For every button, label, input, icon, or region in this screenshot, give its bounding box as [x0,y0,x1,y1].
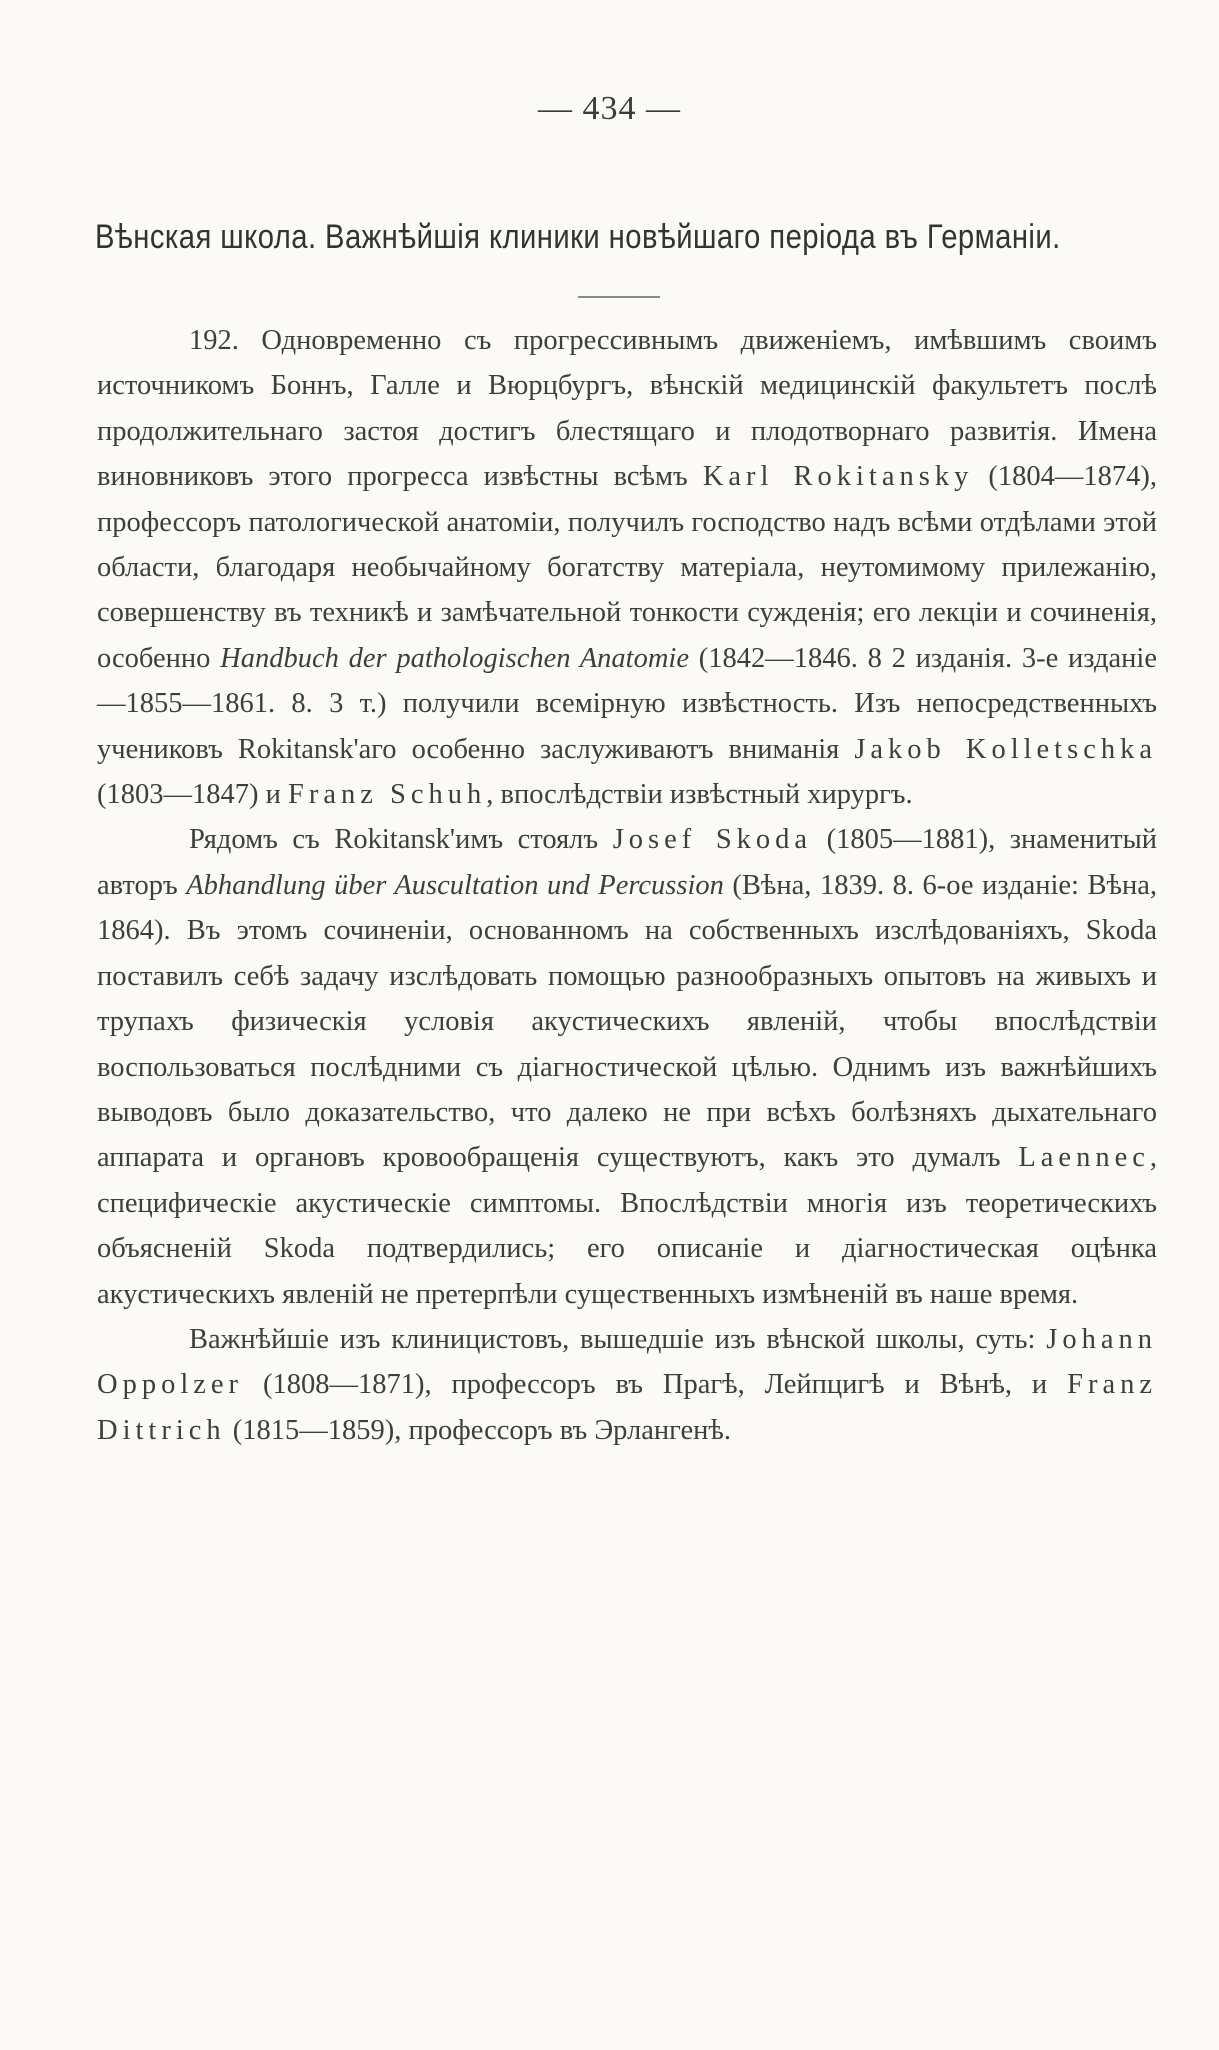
paragraph-192 [97,318,1157,817]
text-run: Рядомъ съ Rokitansk'имъ стоялъ [189,824,613,856]
name-schuh: Franz Schuh [287,779,487,811]
paragraph-skoda [97,817,1157,1316]
text-run: (1842—1846. 8 2 изданія. 3-е изданіе—1855—1861. 8. 3 т.) получили всемірную извѣстность. Изъ непосредственныхъ учениковъ Rokitansk'аго особенно заслуживаютъ вниманія [97,642,1157,765]
name-kolletschka: Jakob Kolletschka [854,733,1157,765]
body-text [97,318,1157,1453]
name-skoda: Josef Skoda [612,824,813,856]
text-run: (1815—1859), профессоръ въ Эрлангенѣ. [225,1414,731,1446]
name-oppolzer: Johann Oppolzer [97,1323,1157,1401]
text-run: (1808—1871), профессоръ въ Прагѣ, Лейпцигѣ и Вѣнѣ, и [243,1369,1068,1401]
text-run: (1805—1881), знаменитый авторъ [97,824,1157,901]
paragraph-clinicians [97,1317,1157,1453]
title-handbuch: Handbuch der pathologischen Anatomie [220,642,689,674]
title-divider [578,296,660,298]
section-title: Вѣнская школа. Важнѣйшія клиники новѣйшаго періода въ Германіи. [95,218,1061,256]
text-run: (1803—1847) и [97,779,288,811]
page-number: — 434 — [538,90,681,127]
text-run: 192. Одновременно съ прогрессивнымъ движеніемъ, имѣвшимъ своимъ источникомъ Боннъ, Галле и Вюрцбургъ, вѣнскій медицинскій факультетъ послѣ продолжительнаго застоя достигъ блестящаго и плодотворнаго развитія. Имена виновниковъ этого прогресса извѣстны всѣмъ [97,325,1157,493]
name-laennec: Laennec [1018,1142,1150,1174]
text-run: , специфическіе акустическіе симптомы. Впослѣдствіи многія изъ теоретическихъ объясненій Skoda подтвердились; его описаніе и діагностическая оцѣнка акустическихъ явленій не претерпѣли существенныхъ измѣненій въ наше время. [97,1142,1157,1310]
name-rokitansky: Karl Rokitansky [702,461,974,493]
text-run: (Вѣна, 1839. 8. 6-ое изданіе: Вѣна, 1864). Въ этомъ сочиненіи, основанномъ на собственныхъ изслѣдованіяхъ, Skoda поставилъ себѣ задачу изслѣдовать помощью разнообразныхъ опытовъ на живыхъ и трупахъ физическія условія акустическихъ явленій, чтобы впослѣдствіи воспользоваться послѣдними съ діагностической цѣлью. Однимъ изъ важнѣйшихъ выводовъ было доказательство, что далеко не при всѣхъ болѣзняхъ дыхательнаго аппарата и органовъ кровообращенія существуютъ, какъ это думалъ [97,869,1158,1174]
title-abhandlung: Abhandlung über Auscultation und Percussion [186,869,724,901]
name-dittrich: Franz Dittrich [97,1369,1157,1446]
text-run: Важнѣйшіе изъ клиницистовъ, вышедшіе изъ вѣнской школы, суть: [189,1323,1047,1355]
text-run: , впослѣдствіи извѣстный хирургъ. [486,779,913,811]
text-run: (1804—1874), профессоръ патологической анатоміи, получилъ господство надъ всѣми отдѣлами этой области, благодаря необычайному богатству матеріала, неутомимому прилежанію, совершенству въ техникѣ и замѣчательной тонкости сужденія; его лекціи и сочиненія, особенно [97,461,1157,674]
